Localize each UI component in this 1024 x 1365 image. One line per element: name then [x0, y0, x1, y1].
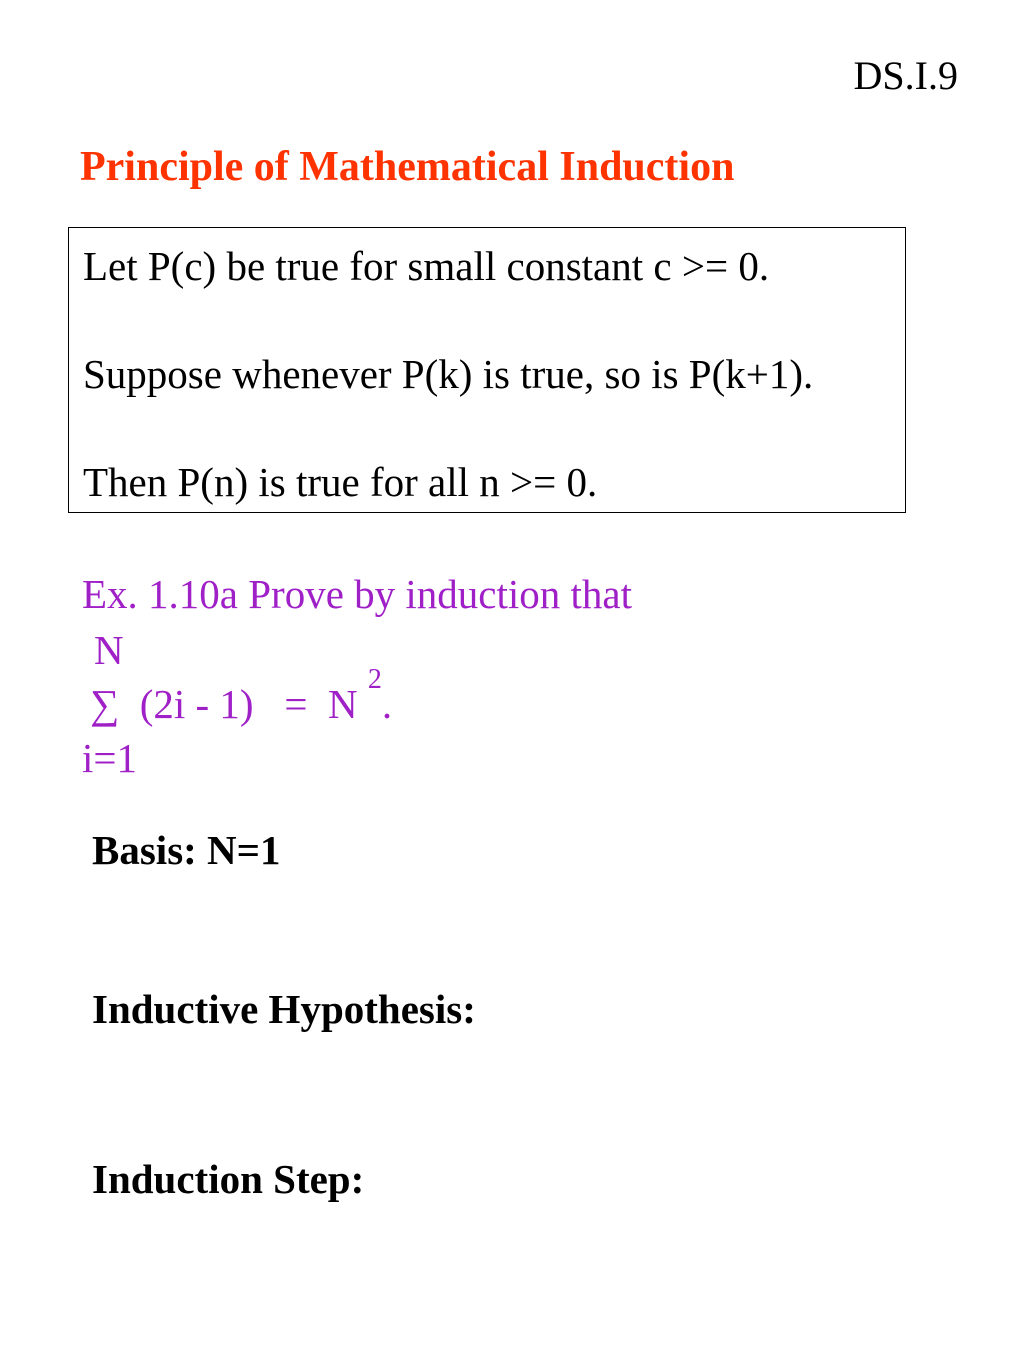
rhs-exponent: 2 — [367, 664, 382, 695]
sum-term: (2i - 1) — [139, 681, 254, 727]
principle-step-statement: Suppose whenever P(k) is true, so is P(k+1). — [83, 351, 814, 397]
sum-upper-limit: N — [94, 627, 124, 673]
sum-lower-limit: i=1 — [82, 735, 138, 781]
rhs-period: . — [381, 681, 393, 727]
principle-basis-statement: Let P(c) be true for small constant c >= 0. — [83, 243, 770, 289]
page-title: Principle of Mathematical Induction — [80, 144, 735, 190]
induction-step-label: Induction Step: — [92, 1156, 365, 1202]
rhs-base: N — [327, 681, 358, 727]
principle-box — [68, 227, 906, 513]
basis-label: Basis: N=1 — [92, 827, 281, 873]
principle-conclusion: Then P(n) is true for all n >= 0. — [83, 459, 598, 505]
sum-expression — [90, 664, 393, 734]
slide-id: DS.I.9 — [853, 53, 958, 98]
equals-sign: = — [284, 681, 308, 727]
sum-symbol-icon: ∑ — [90, 681, 120, 727]
hypothesis-label: Inductive Hypothesis: — [92, 986, 476, 1032]
example-heading: Ex. 1.10a Prove by induction that — [82, 571, 632, 617]
